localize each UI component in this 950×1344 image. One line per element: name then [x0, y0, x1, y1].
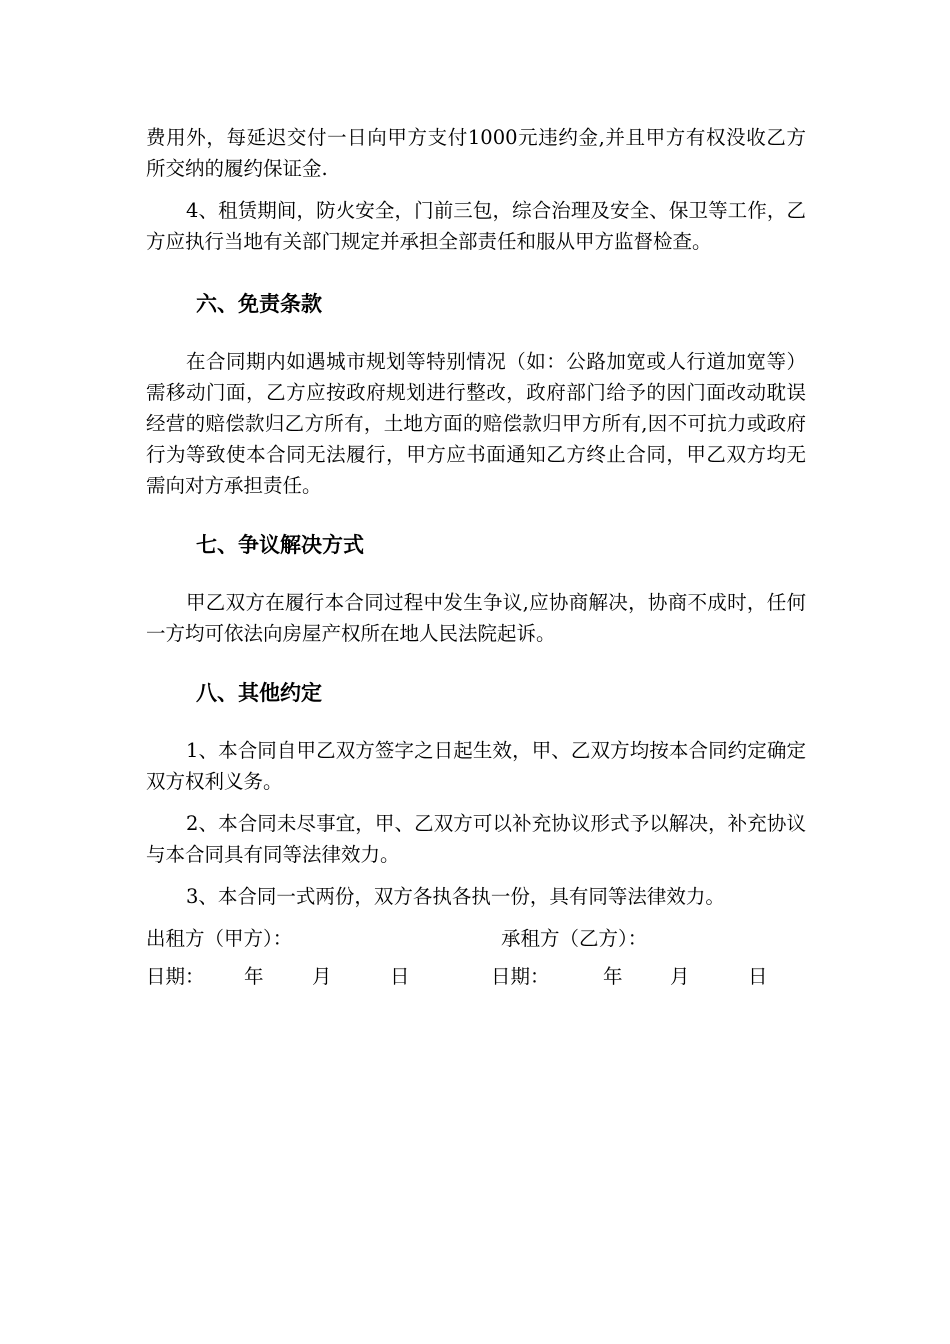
paragraph-penalty-fee: 费用外，每延迟交付一日向甲方支付1000元违约金,并且甲方有权没收乙方所交纳的履约保证金. — [146, 126, 806, 180]
lessee-date-day: 日 — [748, 965, 768, 988]
section-title-dispute: 七、争议解决方式 — [196, 533, 364, 557]
paragraph-supplement: 2、本合同未尽事宜，甲、乙双方可以补充协议形式予以解决，补充协议与本合同具有同等法律效力。 — [146, 812, 806, 866]
signature-row — [146, 923, 806, 955]
paragraph-exemption: 在合同期内如遇城市规划等特别情况（如：公路加宽或人行道加宽等）需移动门面，乙方应按政府规划进行整改，政府部门给予的因门面改动耽误经营的赔偿款归乙方所有，土地方面的赔偿款归甲方所有,因不可抗力或政府行为等致使本合同无法履行，甲方应书面通知乙方终止合同，甲乙双方均无需向对方承担责任。 — [146, 350, 806, 497]
lessee-date-month: 月 — [670, 965, 690, 988]
lessor-date-month: 月 — [312, 965, 332, 988]
lessee-date-year: 年 — [603, 965, 623, 988]
paragraph-fire-safety: 4、租赁期间，防火安全，门前三包，综合治理及安全、保卫等工作，乙方应执行当地有关部门规定并承担全部责任和服从甲方监督检查。 — [146, 199, 806, 253]
lessee-date-label: 日期： — [491, 965, 550, 988]
lessee-label: 承租方（乙方）： — [501, 927, 648, 950]
lessor-date-label: 日期： — [146, 965, 205, 988]
paragraph-copies: 3、本合同一式两份，双方各执各执一份，具有同等法律效力。 — [186, 885, 725, 908]
paragraph-dispute: 甲乙双方在履行本合同过程中发生争议,应协商解决，协商不成时，任何一方均可依法向房屋产权所在地人民法院起诉。 — [146, 591, 806, 645]
document-body — [146, 122, 806, 993]
lessor-label: 出租方（甲方）： — [146, 927, 293, 950]
lessor-date-year: 年 — [244, 965, 264, 988]
date-row — [146, 961, 806, 993]
section-title-other: 八、其他约定 — [196, 681, 322, 705]
section-title-exemption: 六、免责条款 — [196, 292, 322, 316]
lessor-date-day: 日 — [390, 965, 410, 988]
paragraph-effective: 1、本合同自甲乙双方签字之日起生效，甲、乙双方均按本合同约定确定双方权利义务。 — [146, 739, 806, 793]
